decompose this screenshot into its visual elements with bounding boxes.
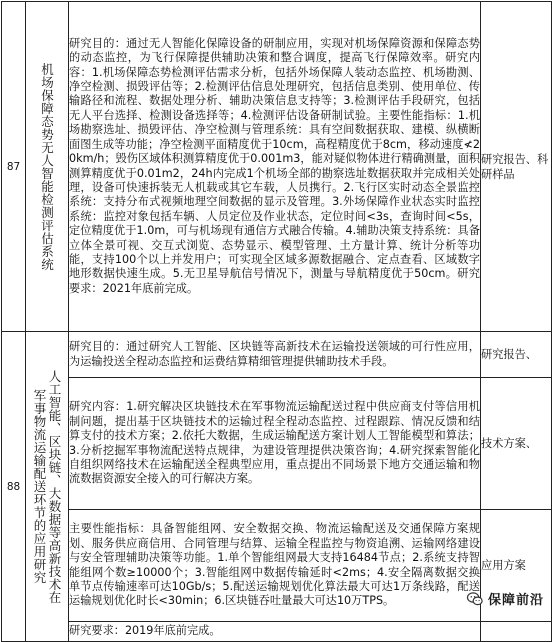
project-name-part-a: 人工智能、区块链、大数据等高新技术在 [47, 369, 62, 604]
project-name-cell [26, 332, 69, 642]
description-text: 主要性能指标：具备智能组网、安全数据交换、物流运输配送及交通保障方案规划、服务供应商信用、合同管理与结算、运输全程监控与物资追溯、运输网络建设与安全管理辅助决策等功能。1.单个智能组网最大支持16484节点；2.系统支持智能组网个数≥10000个；3.智能组网中数据传输延时<2ms；4.安全隔离数据交换单节点传输速率可达10Gb/s；5.配送运输规划优化算法最大可达1万条线路，配送运输规划优化时长<30min；6.区块链吞吐量最大可达10万TPS。 [69, 522, 480, 608]
deliverables [481, 622, 552, 642]
project-name: 机场保障态势无人智能检测评估系统 [39, 62, 55, 271]
description-text: 研究目的：通过无人智能化保障设备的研制应用，实现对机场保障资源和保障态势的动态监控，为飞行保障提供辅助决策和整合调度，提高飞行保障效率。研究内容：1.机场保障态势检测评估需求分析，包括外场保障人装动态监控、机场勘测、净空检测、损毁评估等；2.检测评估信息处理研究，包括信息类别、使用单位、传输路径和流程、数据处理分析、辅助决策信息支持等；3.检测评估手段研究，包括无人平台选择、检测设备选择等；4.检测评估设备研制试验。主要性能指标：1.机场勘察选址、损毁评估、净空检测与管理系统：具有空间数据获取、建模、纵横断面图生成等功能；净空检测平面精度优于10cm，高程精度优于8cm，移动速度≮20km/h；毁伤区域体积测算精度优于0.001m3，能对疑似物体进行精确测量，面积测算精度优于0.01m2，24h内完成1个机场全部的勘察选址数据获取并完成相关处理，设备可快速拆装无人机载或其它车载，人员携行。2.飞行区实时动态全景监控系统：支持分布式视频地理空间数据的显示及管理。3.外场保障作业状态实时监控系统：监控对象包括车辆、人员定位及作业状态，定位时间<3s，查询时间<5s，定位精度优于1.0m，可与机场现有通信方式融合传输。4.辅助决策支持系统：具备立体全景可视、交互式浏览、态势显示、模型管理、土方量计算、统计分析等功能，支持100个以上并发用户；可实现全区域多源数据融合、定点查看、区域数字地形数据快速生成。5.无卫星导航信号情况下，测量与导航精度优于50cm。研究要求：2021年底前完成。 [69, 36, 480, 295]
row-number: 88 [2, 332, 26, 642]
project-description [69, 2, 481, 332]
wechat-icon [466, 590, 484, 608]
table-row [2, 332, 552, 378]
deliverables: 研究报告、 [481, 332, 552, 378]
watermark [466, 589, 544, 608]
requirements-table [1, 1, 552, 642]
deliverables: 研究报告、科研样品 [481, 2, 552, 332]
table-row [2, 378, 552, 510]
project-description [69, 378, 481, 510]
description-text: 研究目的：通过研究人工智能、区块链等高新技术在运输投送领域的可行性应用，为运输投送全程动态监控和运费结算精细管理提供辅助技术手段。 [69, 340, 480, 368]
deliverables: 技术方案、 [481, 378, 552, 510]
row-number: 87 [2, 2, 26, 332]
table-row [2, 2, 552, 332]
project-description [69, 622, 481, 642]
description-text: 研究内容：1.研究解决区块链技术在军事物流运输配送过程中供应商支付等信用机制问题，提出基于区块链技术的运输过程全程动态监控、过程跟踪、情况反馈和结算支付的技术方案；2.依托大数据，生成运输配送方案计划人工智能模型和算法；3.分析挖掘军事物流配送特点规律，为建设管理提供决策咨询；4.研究探索智能化自组织网络技术在运输配送全程典型应用，重点提出不同场景下地方交通运输和物流数据资源安全接入的可行解决方案。 [69, 400, 480, 486]
watermark-text: 保障前沿 [487, 593, 544, 608]
project-description [69, 332, 481, 378]
deliverables: 应用方案 [481, 510, 552, 622]
project-name-cell [26, 2, 69, 332]
description-text: 研究要求：2019年底前完成。 [69, 624, 221, 638]
table-row [2, 622, 552, 642]
project-description [69, 510, 481, 622]
project-name-part-b: 军事物流运输配送环节的应用研究 [32, 389, 47, 584]
